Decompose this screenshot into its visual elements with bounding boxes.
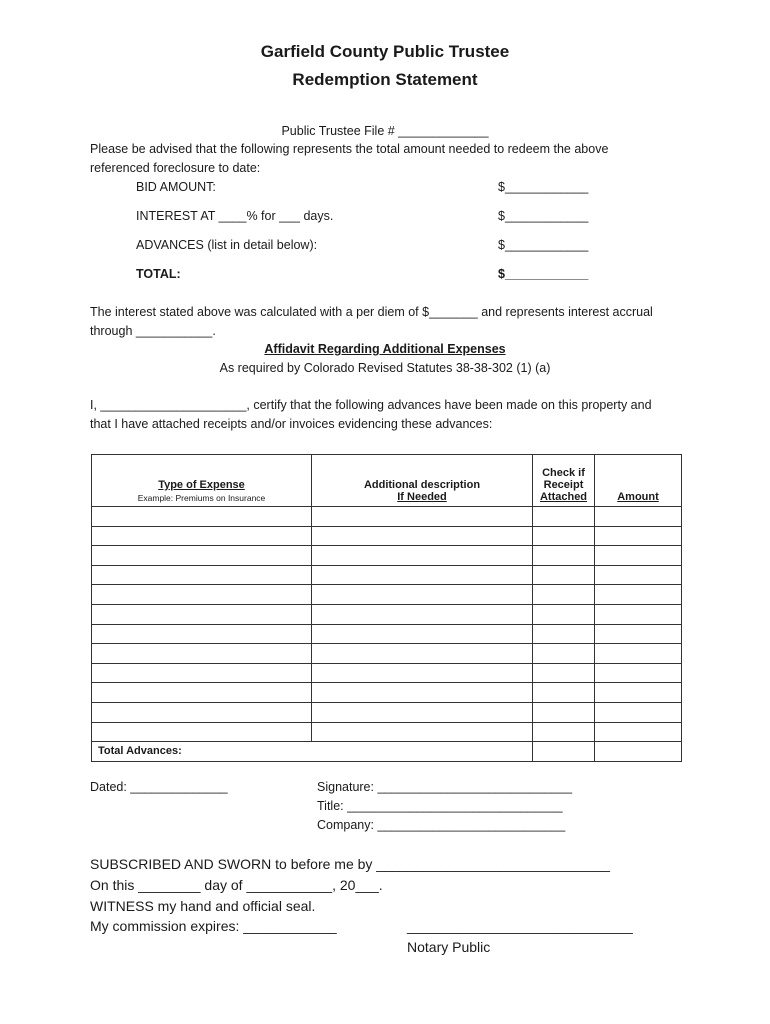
receipt-check-cell[interactable] xyxy=(533,624,595,644)
table-row xyxy=(92,624,682,644)
amount-cell[interactable] xyxy=(595,644,682,664)
description-cell[interactable] xyxy=(312,644,533,664)
table-row xyxy=(92,644,682,664)
description-cell[interactable] xyxy=(312,565,533,585)
expense-type-cell[interactable] xyxy=(92,644,312,664)
description-cell[interactable] xyxy=(312,722,533,742)
total-value[interactable]: $____________ xyxy=(498,267,589,281)
on-this-day-line[interactable]: On this ________ day of ___________, 20___. xyxy=(90,877,383,893)
receipt-check-cell[interactable] xyxy=(533,526,595,546)
header-amount xyxy=(595,455,682,507)
table-row xyxy=(92,526,682,546)
receipt-check-cell[interactable] xyxy=(533,585,595,605)
dated-field[interactable]: Dated: ______________ xyxy=(90,780,228,794)
total-receipt-cell xyxy=(533,742,595,762)
receipt-check-cell[interactable] xyxy=(533,702,595,722)
affidavit-subheading: As required by Colorado Revised Statutes 38-38-302 (1) (a) xyxy=(219,361,551,375)
expense-type-cell[interactable] xyxy=(92,624,312,644)
description-cell[interactable] xyxy=(312,546,533,566)
description-cell[interactable] xyxy=(312,663,533,683)
amount-cell[interactable] xyxy=(595,507,682,527)
notary-public-label: Notary Public xyxy=(407,939,491,955)
expense-table-header xyxy=(92,455,682,507)
title-field[interactable]: Title: _______________________________ xyxy=(317,799,563,813)
title-line-1: Garfield County Public Trustee xyxy=(260,42,510,61)
notary-signature-line[interactable]: _____________________________ xyxy=(407,918,633,934)
certify-line-2: that I have attached receipts and/or invoices evidencing these advances: xyxy=(90,417,493,431)
interest-note-line-2: through ___________. xyxy=(90,324,216,338)
amount-cell[interactable] xyxy=(595,683,682,703)
interest-note-line-1: The interest stated above was calculated with a per diem of $_______ and represents interest accrual xyxy=(90,305,653,319)
affidavit-heading: Affidavit Regarding Additional Expenses xyxy=(264,342,506,356)
amount-cell[interactable] xyxy=(595,604,682,624)
total-label: TOTAL: xyxy=(136,267,181,281)
bid-amount-value[interactable]: $____________ xyxy=(498,180,589,194)
attached-label: Attached xyxy=(539,491,588,503)
title-line-2: Redemption Statement xyxy=(292,70,478,89)
description-cell[interactable] xyxy=(312,604,533,624)
expense-type-cell[interactable] xyxy=(92,663,312,683)
description-cell[interactable] xyxy=(312,683,533,703)
expense-type-cell[interactable] xyxy=(92,604,312,624)
total-advances-row xyxy=(92,742,682,762)
expense-type-cell[interactable] xyxy=(92,722,312,742)
table-row xyxy=(92,565,682,585)
trustee-file-number: Public Trustee File # _____________ xyxy=(281,124,489,138)
receipt-check-cell[interactable] xyxy=(533,663,595,683)
receipt-label: Receipt xyxy=(543,479,584,491)
table-row xyxy=(92,683,682,703)
table-row xyxy=(92,604,682,624)
amount-cell[interactable] xyxy=(595,526,682,546)
header-additional-description xyxy=(312,455,533,507)
receipt-check-cell[interactable] xyxy=(533,644,595,664)
expense-type-cell[interactable] xyxy=(92,585,312,605)
expense-type-cell[interactable] xyxy=(92,702,312,722)
description-cell[interactable] xyxy=(312,585,533,605)
amount-cell[interactable] xyxy=(595,702,682,722)
table-row xyxy=(92,585,682,605)
amount-label: Amount xyxy=(617,491,659,503)
check-if-label: Check if xyxy=(542,467,585,479)
additional-description-label: Additional description xyxy=(363,479,481,491)
header-check-receipt xyxy=(533,455,595,507)
advances-value[interactable]: $____________ xyxy=(498,238,589,252)
total-advances-label: Total Advances: xyxy=(92,742,533,762)
subscribed-sworn-line[interactable]: SUBSCRIBED AND SWORN to before me by ______________________________ xyxy=(90,856,610,872)
expense-type-cell[interactable] xyxy=(92,565,312,585)
header-type-of-expense xyxy=(92,455,312,507)
commission-expires-line[interactable]: My commission expires: ____________ xyxy=(90,918,337,934)
table-row xyxy=(92,663,682,683)
description-cell[interactable] xyxy=(312,702,533,722)
type-of-expense-label: Type of Expense xyxy=(158,479,245,491)
receipt-check-cell[interactable] xyxy=(533,604,595,624)
table-row xyxy=(92,702,682,722)
receipt-check-cell[interactable] xyxy=(533,683,595,703)
receipt-check-cell[interactable] xyxy=(533,546,595,566)
company-field[interactable]: Company: ___________________________ xyxy=(317,818,566,832)
witness-line: WITNESS my hand and official seal. xyxy=(90,898,316,914)
table-row xyxy=(92,546,682,566)
interest-label: INTEREST AT ____% for ___ days. xyxy=(136,209,334,223)
intro-line-1: Please be advised that the following represents the total amount needed to redeem the above xyxy=(90,142,609,156)
amount-cell[interactable] xyxy=(595,565,682,585)
table-row xyxy=(92,722,682,742)
certify-line-1: I, _____________________, certify that the following advances have been made on this property and xyxy=(90,398,652,412)
signature-field[interactable]: Signature: ____________________________ xyxy=(317,780,573,794)
intro-line-2: referenced foreclosure to date: xyxy=(90,161,261,175)
total-advances-amount[interactable] xyxy=(595,742,682,762)
expense-table xyxy=(91,454,682,762)
amount-cell[interactable] xyxy=(595,624,682,644)
table-row xyxy=(92,507,682,527)
receipt-check-cell[interactable] xyxy=(533,507,595,527)
if-needed-label: If Needed xyxy=(397,491,447,503)
expense-type-cell[interactable] xyxy=(92,507,312,527)
amount-cell[interactable] xyxy=(595,722,682,742)
expense-type-cell[interactable] xyxy=(92,546,312,566)
amount-cell[interactable] xyxy=(595,663,682,683)
description-cell[interactable] xyxy=(312,526,533,546)
bid-amount-label: BID AMOUNT: xyxy=(136,180,216,194)
description-cell[interactable] xyxy=(312,507,533,527)
advances-label: ADVANCES (list in detail below): xyxy=(136,238,318,252)
amount-cell[interactable] xyxy=(595,546,682,566)
expense-type-cell[interactable] xyxy=(92,683,312,703)
expense-type-cell[interactable] xyxy=(92,526,312,546)
receipt-check-cell[interactable] xyxy=(533,565,595,585)
description-cell[interactable] xyxy=(312,624,533,644)
interest-value[interactable]: $____________ xyxy=(498,209,589,223)
receipt-check-cell[interactable] xyxy=(533,722,595,742)
type-of-expense-example: Example: Premiums on Insurance xyxy=(137,493,266,503)
amount-cell[interactable] xyxy=(595,585,682,605)
